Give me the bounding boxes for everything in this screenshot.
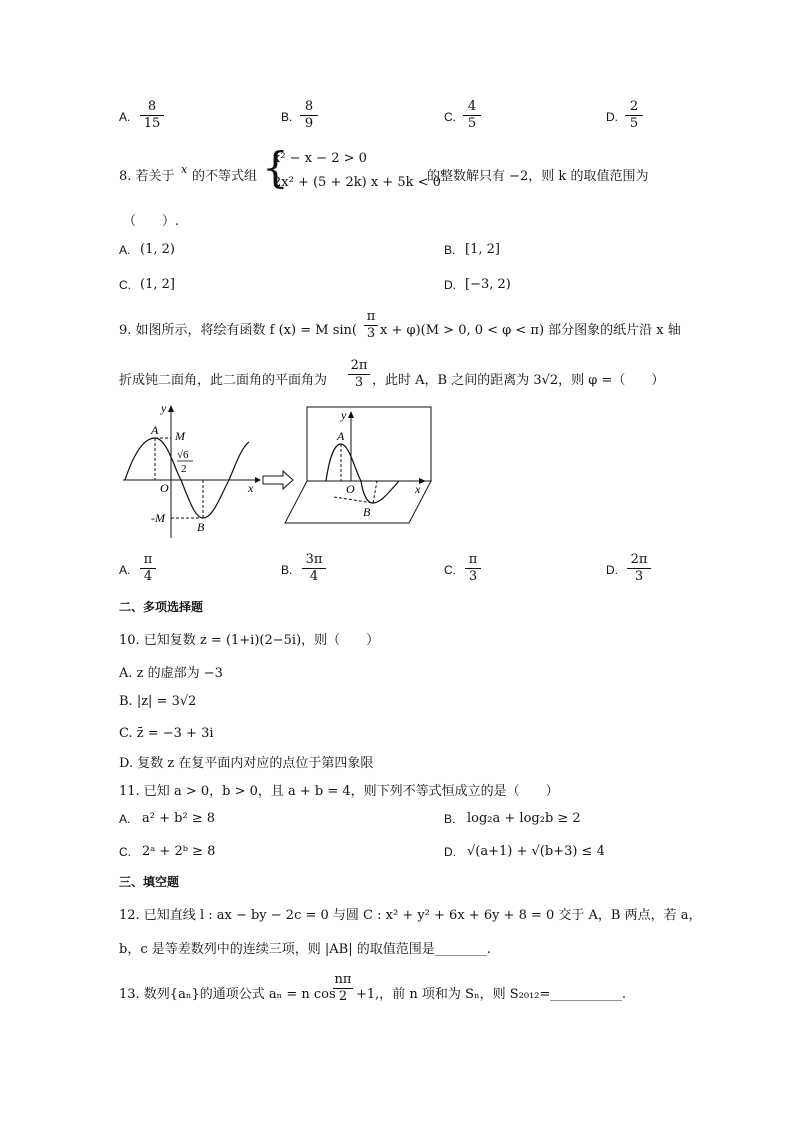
q8-option-a: (1, 2) [140, 242, 175, 257]
q7-option-d-letter: D. [606, 110, 618, 124]
q8-var: x [181, 163, 188, 176]
q12-line2: b，c 是等差数列中的连续三项，则 |AB| 的取值范围是________. [119, 942, 491, 957]
q11-option-d: √(a+1) + √(b+3) ≤ 4 [467, 844, 605, 859]
q8-option-d: [−3, 2) [465, 277, 511, 292]
right-curve-lower [361, 481, 399, 503]
q11-option-c: 2ᵃ + 2ᵇ ≥ 8 [142, 844, 216, 859]
q8-option-a-letter: A. [119, 243, 131, 257]
right-y-axis-arrow [348, 411, 354, 418]
q10-option-a: A. z 的虚部为 −3 [119, 666, 223, 681]
q9-option-a-letter: A. [119, 563, 131, 577]
q13-a: 13. 数列{aₙ}的通项公式 aₙ = n cos [119, 987, 336, 1002]
right-label-y: y [341, 408, 347, 422]
q7-option-b-fraction: $\frac{8}{9}$ [300, 99, 318, 132]
section-fill-blank-heading: 三、填空题 [119, 875, 180, 889]
q9-option-b-letter: B. [281, 563, 293, 577]
q9-option-d-letter: D. [606, 563, 618, 577]
fold-arrow-icon [263, 471, 293, 489]
right-label-b: B [363, 505, 371, 519]
q9-option-c-letter: C. [444, 563, 456, 577]
q10-option-d: D. 复数 z 在复平面内对应的点位于第四象限 [119, 756, 374, 771]
right-label-o: O [346, 482, 355, 496]
label-o: O [160, 481, 169, 495]
q8-option-d-letter: D. [444, 278, 456, 292]
q7-option-b-letter: B. [281, 110, 293, 124]
q13-b: +1,，前 n 项和为 Sₙ，则 S₂₀₁₂=___________. [356, 987, 627, 1002]
q8-inequality-2: 2x² + (5 + 2k) x + 5k < 0 [273, 175, 441, 190]
q8-brace: { [262, 143, 289, 192]
y-axis-arrow [168, 405, 174, 412]
q8-option-c-letter: C. [119, 278, 131, 292]
q7-option-d-fraction: $\frac{2}{5}$ [625, 99, 643, 132]
right-curve-upper [326, 444, 361, 481]
label-a: A [151, 423, 159, 437]
right-label-a: A [337, 429, 345, 443]
q9-line1-fraction: $\frac{\pi}{3}$ [364, 309, 378, 342]
label-neg-m: -M [151, 511, 165, 525]
q9-option-c-fraction: $\frac{\pi}{3}$ [465, 552, 481, 585]
q9-line2-a: 折成钝二面角，此二面角的平面角为 [119, 373, 328, 388]
q11-option-b-letter: B. [444, 812, 456, 826]
q8-prefix: 8. 若关于 [119, 169, 175, 184]
section-multiple-choice-heading: 二、多项选择题 [119, 600, 204, 614]
label-sqrt6: √6 [177, 449, 189, 461]
q11-option-c-letter: C. [119, 845, 131, 859]
right-label-x: x [415, 482, 421, 496]
q8-suffix: 的整数解只有 −2，则 k 的取值范围为 [427, 169, 649, 184]
q7-option-c-fraction: $\frac{4}{5}$ [463, 99, 481, 132]
q11-option-d-letter: D. [444, 845, 456, 859]
q9-figure [115, 400, 445, 545]
q7-option-a-fraction: $\frac{8}{15}$ [140, 99, 164, 132]
right-graph [285, 407, 431, 523]
q12-line1: 12. 已知直线 l : ax − by − 2c = 0 与圆 C : x² + y² + 6x + 6y + 8 = 0 交于 A，B 两点，若 a， [119, 908, 702, 923]
x-axis-arrow [255, 477, 261, 483]
q8-option-c: (1, 2] [140, 277, 175, 292]
q9-option-b-fraction: $\frac{3\pi}{4}$ [302, 552, 326, 585]
q7-option-a-letter: A. [119, 110, 131, 124]
label-m: M [175, 429, 185, 443]
label-x: x [248, 481, 254, 495]
q11-stem: 11. 已知 a > 0，b > 0，且 a + b = 4，则下列不等式恒成立的是（ ） [119, 784, 559, 799]
q11-option-b: log₂a + log₂b ≥ 2 [467, 811, 581, 826]
q8-inequality-1: x² − x − 2 > 0 [273, 151, 367, 166]
label-y: y [161, 401, 167, 415]
q7-option-c-letter: C. [444, 110, 456, 124]
q9-option-d-fraction: $\frac{2\pi}{3}$ [627, 552, 651, 585]
label-b: B [197, 520, 205, 534]
q8-option-b: [1, 2] [465, 242, 500, 257]
q9-line2-b: ，此时 A，B 之间的距离为 3√2，则 φ =（ ） [372, 373, 665, 388]
q9-option-a-fraction: $\frac{\pi}{4}$ [140, 552, 156, 585]
q8-option-b-letter: B. [444, 243, 456, 257]
upper-plane [307, 407, 431, 481]
q8-mid: 的不等式组 [192, 169, 258, 184]
label-two: 2 [181, 463, 187, 475]
q9-line1-b: x + φ)(M > 0, 0 < φ < π) 部分图象的纸片沿 x 轴 [380, 323, 681, 338]
q11-option-a-letter: A. [119, 812, 131, 826]
q9-line1-a: 9. 如图所示，将绘有函数 f (x) = M sin( [119, 323, 357, 338]
q10-option-b: B. |z| = 3√2 [119, 694, 197, 709]
q10-option-c: C. z̄ = −3 + 3i [119, 726, 214, 741]
q9-line2-fraction: $\frac{2\pi}{3}$ [348, 358, 370, 391]
q13-fraction: $\frac{n\pi}{2}$ [334, 972, 352, 1004]
left-graph [123, 401, 261, 538]
lower-plane [285, 481, 431, 523]
q10-stem: 10. 已知复数 z = (1+i)(2−5i)，则（ ） [119, 633, 380, 648]
q11-option-a: a² + b² ≥ 8 [142, 811, 216, 826]
q8-paren: （ ）. [123, 214, 180, 229]
right-dashed-b-vertical [373, 481, 377, 503]
